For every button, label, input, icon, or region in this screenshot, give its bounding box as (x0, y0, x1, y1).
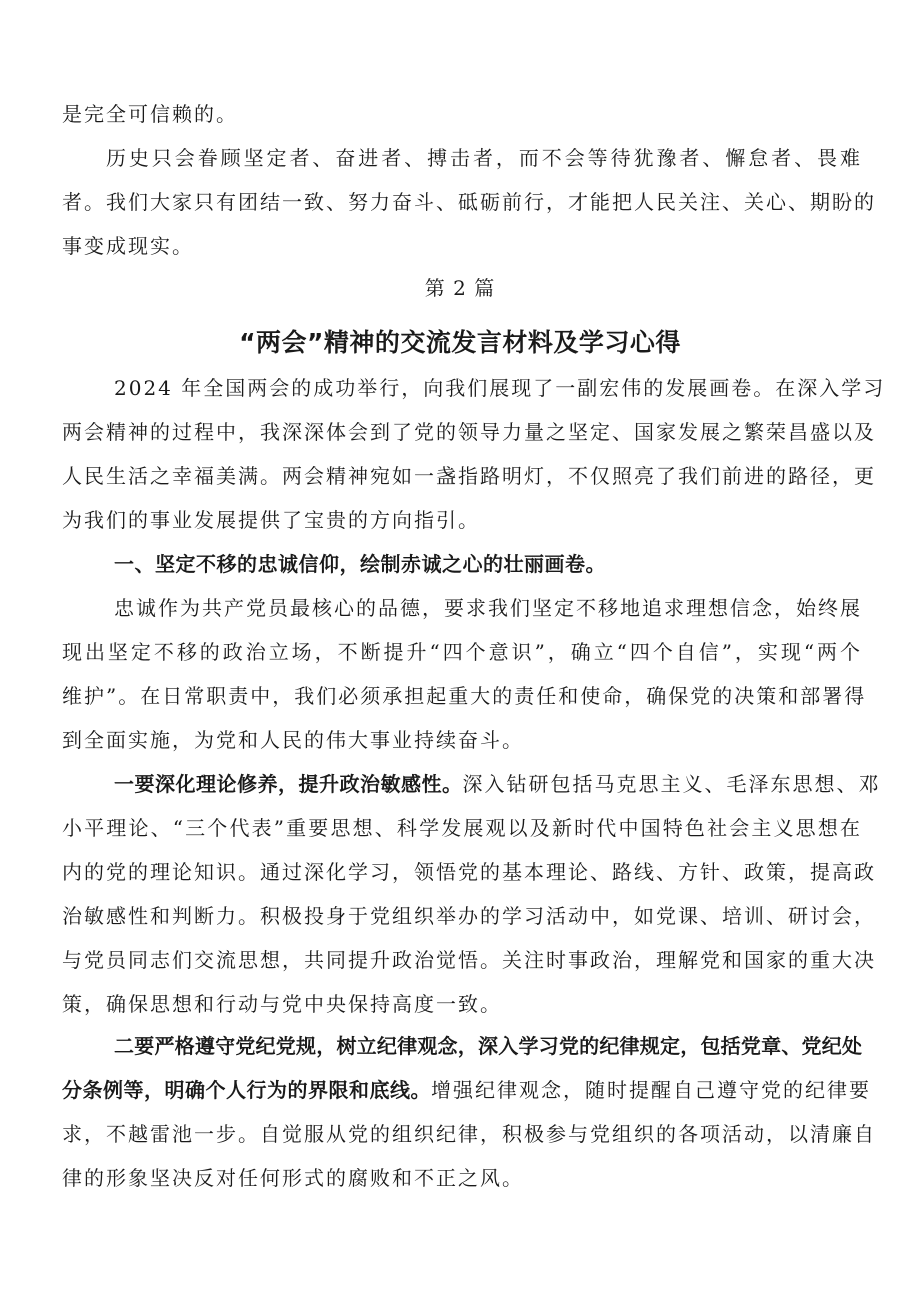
text-line: 者。我们大家只有团结一致、努力奋斗、砥砺前行，才能把人民关注、关心、期盼的 (62, 190, 876, 214)
text-line (62, 762, 881, 806)
paragraph-continuation (62, 92, 862, 136)
paragraph-intro (62, 366, 886, 542)
text-line: 人民生活之幸福美满。两会精神宛如一盏指路明灯，不仅照亮了我们前进的路径，更 (62, 464, 876, 488)
text-line: 2024 年全国两会的成功举行，向我们展现了一副宏伟的发展画卷。在深入学习 (114, 376, 886, 400)
text-line: 策，确保思想和行动与党中央保持高度一致。 (62, 992, 502, 1016)
paragraph-theory (62, 762, 881, 1026)
section-heading: 一、坚定不移的忠诚信仰，绘制赤诚之心的壮丽画卷。 (114, 552, 606, 576)
text-line: 现出坚定不移的政治立场，不断提升“四个意识”，确立“四个自信”，实现“两个 (62, 640, 862, 664)
text-line: 治敏感性和判断力。积极投身于党组织举办的学习活动中，如党课、培训、研讨会， (62, 904, 876, 928)
paragraph-loyalty (62, 586, 867, 762)
paragraph-history (62, 136, 876, 268)
paragraph-lead: 一要深化理论修养，提升政治敏感性。 (114, 772, 463, 796)
text-line: 两会精神的过程中，我深深体会到了党的领导力量之坚定、国家发展之繁荣昌盛以及 (62, 420, 876, 444)
text-line: 忠诚作为共产党员最核心的品德，要求我们坚定不移地追求理想信念，始终展 (114, 596, 862, 620)
text-line: 与党员同志们交流思想，共同提升政治觉悟。关注时事政治，理解党和国家的重大决 (62, 948, 876, 972)
text-line: 到全面实施，为党和人民的伟大事业持续奋斗。 (62, 728, 524, 752)
text-run: 增强纪律观念，随时提醒自己遵守党的纪律要 (431, 1078, 871, 1102)
text-line: 历史只会眷顾坚定者、奋进者、搏击者，而不会等待犹豫者、懈怠者、畏难 (106, 146, 862, 170)
page-title: “两会”精神的交流发言材料及学习心得 (239, 328, 681, 357)
text-line: 求，不越雷池一步。自觉服从党的组织纪律，积极参与党组织的各项活动，以清廉自 (62, 1122, 876, 1146)
text-line: 是完全可信赖的。 (62, 102, 238, 126)
text-line: 内的党的理论知识。通过深化学习，领悟党的基本理论、路线、方针、政策，提高政 (62, 860, 876, 884)
section-label: 第 2 篇 (424, 276, 496, 300)
paragraph-lead: 二要严格遵守党纪党规，树立纪律观念，深入学习党的纪律规定，包括党章、党纪处 (114, 1034, 862, 1058)
text-line: 为我们的事业发展提供了宝贵的方向指引。 (62, 508, 480, 532)
text-line: 律的形象坚决反对任何形式的腐败和不正之风。 (62, 1166, 524, 1190)
text-run: 深入钻研包括马克思主义、毛泽东思想、邓 (462, 772, 881, 796)
text-line: 小平理论、“三个代表”重要思想、科学发展观以及新时代中国特色社会主义思想在 (62, 816, 862, 840)
text-line: 事变成现实。 (62, 234, 194, 258)
paragraph-discipline (62, 1024, 876, 1200)
heading-one (62, 542, 862, 586)
text-line: 维护”。在日常职责中，我们必须承担起重大的责任和使命，确保党的决策和部署得 (62, 684, 867, 708)
text-line (62, 1068, 871, 1112)
paragraph-lead: 分条例等，明确个人行为的界限和底线。 (62, 1078, 431, 1102)
